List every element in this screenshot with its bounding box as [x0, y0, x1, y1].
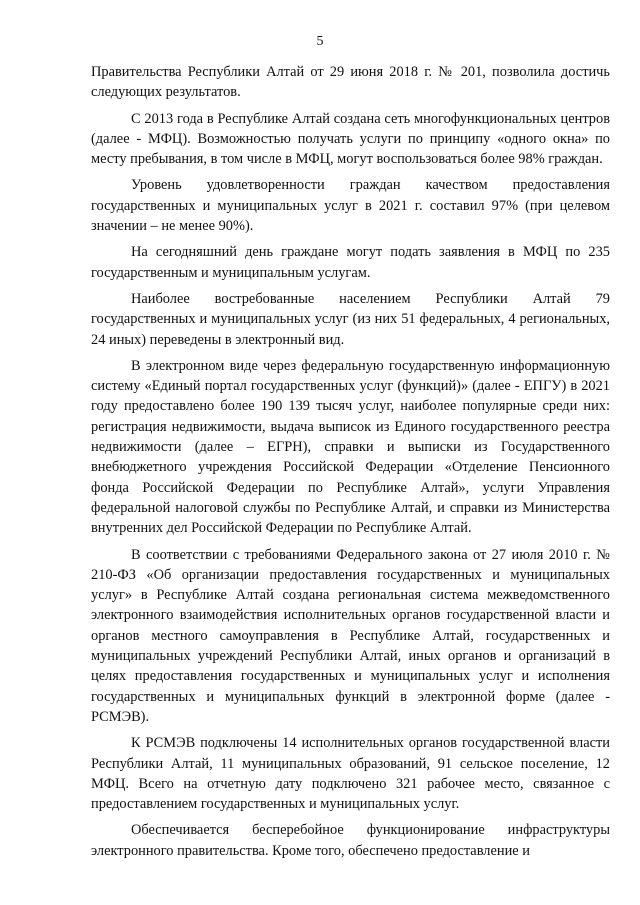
paragraph-4: На сегодняшний день граждане могут подать заявления в МФЦ по 235 государственным и муниципальным услугам.	[91, 244, 610, 281]
paragraph-6: В электронном виде через федеральную государственную информационную систему «Единый портал государственных услуг (функций)» (далее - ЕПГУ) в 2021 году предоставлено более 190 139 тысяч услуг, наиболее популярные среди них: регистрация недвижимости, выдача выписок из Единого государственного реестра недвижимости (далее – ЕГРН), справки и выписки из Государственного внебюджетного учреждения Российской Федерации «Отделение Пенсионного фонда Российской Федерации по Республике Алтай», услуги Управления федеральной налоговой службы по Республике Алтай, и справки из Министерства внутренних дел Российской Федерации по Республике Алтай.	[91, 357, 610, 537]
paragraph-8: К РСМЭВ подключены 14 исполнительных органов государственной власти Республики Алтай, 11 муниципальных образований, 91 сельское поселение, 12 МФЦ. Всего на отчетную дату подключено 321 рабочее место, связанное с предоставлением государственных и муниципальных услуг.	[91, 735, 610, 813]
page-number: 5	[316, 34, 324, 49]
paragraph-9: Обеспечивается бесперебойное функционирование инфраструктуры электронного правительства. Кроме того, обеспечено предоставление и	[91, 822, 610, 859]
document-body	[91, 62, 610, 867]
paragraph-5: Наиболее востребованные населением Республики Алтай 79 государственных и муниципальных услуг (из них 51 федеральных, 4 региональных, 24 иных) переведены в электронный вид.	[91, 290, 610, 348]
paragraph-2: С 2013 года в Республике Алтай создана сеть многофункциональных центров (далее - МФЦ). Возможностью получать услуги по принципу «одного окна» по месту пребывания, в том числе в МФЦ, могут воспользоваться более 98% граждан.	[91, 110, 610, 168]
paragraph-3: Уровень удовлетворенности граждан качеством предоставления государственных и муниципальных услуг в 2021 г. составил 97% (при целевом значении – не менее 90%).	[91, 177, 610, 235]
paragraph-7: В соответствии с требованиями Федерального закона от 27 июля 2010 г. № 210-ФЗ «Об организации предоставления государственных и муниципальных услуг» в Республике Алтай создана региональная система межведомственного электронного взаимодействия исполнительных органов государственной власти и органов местного самоуправления в Республике Алтай, государственных и муниципальных учреждений Республики Алтай, иных органов и организаций в целях предоставления государственных и муниципальных услуг и исполнения государственных и муниципальных функций в электронной форме (далее - РСМЭВ).	[91, 546, 610, 725]
paragraph-1: Правительства Республики Алтай от 29 июня 2018 г. № 201, позволила достичь следующих результатов.	[91, 64, 610, 101]
